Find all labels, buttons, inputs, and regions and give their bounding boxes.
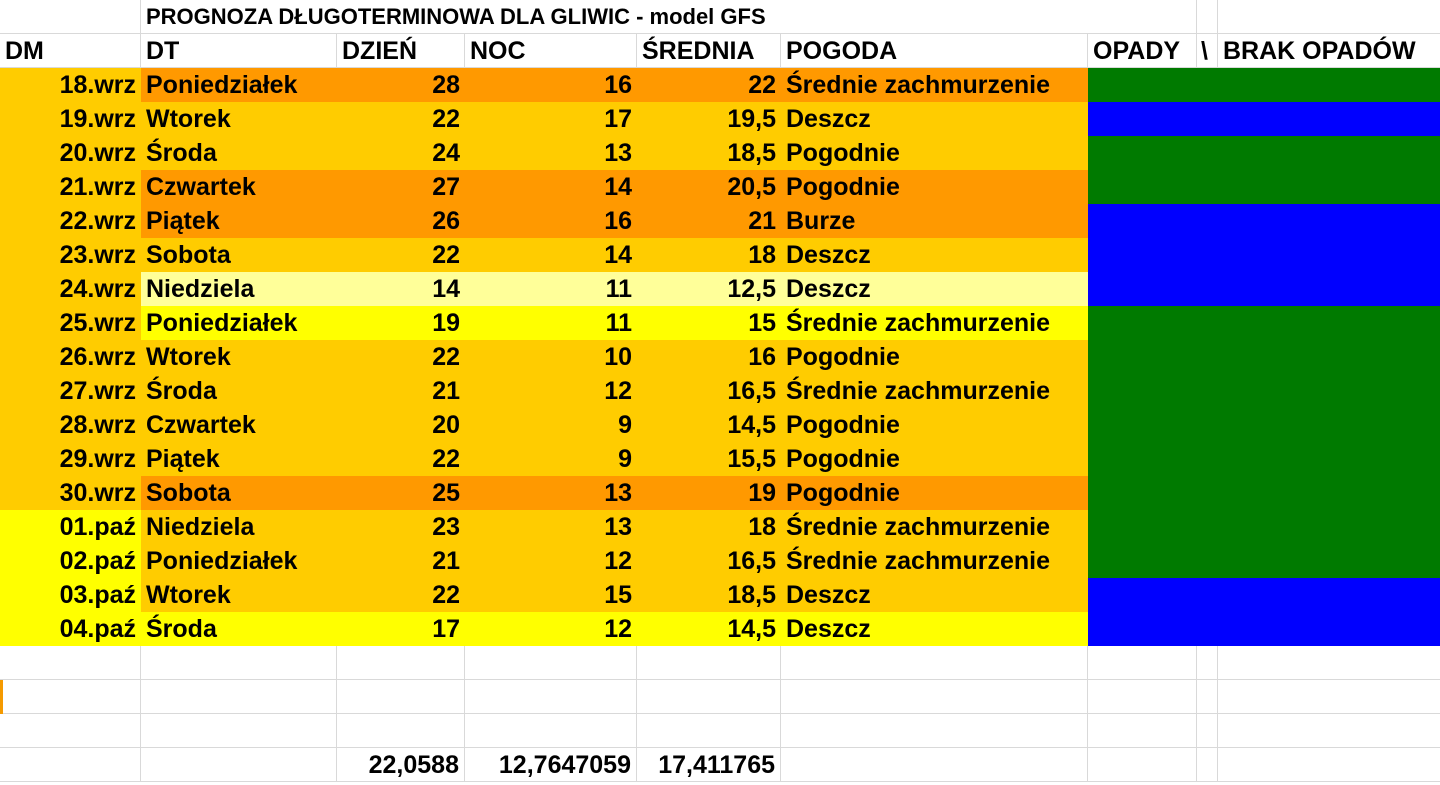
precip-indicator-no-rain[interactable] <box>1088 510 1440 544</box>
cell-day[interactable]: Niedziela <box>141 510 337 544</box>
cell-empty[interactable] <box>781 646 1088 680</box>
cell-pogoda[interactable]: Średnie zachmurzenie <box>781 374 1088 408</box>
cell-srednia[interactable]: 15,5 <box>637 442 781 476</box>
cell-empty[interactable] <box>637 714 781 748</box>
cell-day[interactable]: Piątek <box>141 204 337 238</box>
cell-srednia[interactable]: 16,5 <box>637 374 781 408</box>
cell-date[interactable]: 02.paź <box>0 544 141 578</box>
table-row <box>0 272 1440 306</box>
cell-fill-marker <box>0 680 3 714</box>
header-dm[interactable]: DM <box>0 34 141 68</box>
cell-day[interactable]: Sobota <box>141 238 337 272</box>
empty-row <box>0 646 1440 680</box>
cell-noc[interactable]: 14 <box>465 170 637 204</box>
cell-dzien[interactable]: 22 <box>337 442 465 476</box>
table-row <box>0 408 1440 442</box>
cell-empty[interactable] <box>1088 0 1197 34</box>
table-row <box>0 544 1440 578</box>
cell-pogoda[interactable]: Pogodnie <box>781 340 1088 374</box>
cell-pogoda[interactable]: Pogodnie <box>781 170 1088 204</box>
cell-srednia[interactable]: 22 <box>637 68 781 102</box>
cell-empty[interactable] <box>141 680 337 714</box>
precip-indicator-rain[interactable] <box>1088 238 1440 272</box>
cell-pogoda[interactable]: Średnie zachmurzenie <box>781 510 1088 544</box>
cell-day[interactable]: Wtorek <box>141 102 337 136</box>
empty-row <box>0 714 1440 748</box>
precip-indicator-no-rain[interactable] <box>1088 408 1440 442</box>
header-noc[interactable]: NOC <box>465 34 637 68</box>
cell-day[interactable]: Sobota <box>141 476 337 510</box>
cell-empty[interactable] <box>0 748 141 782</box>
table-row <box>0 68 1440 102</box>
cell-day[interactable]: Poniedziałek <box>141 306 337 340</box>
table-row <box>0 374 1440 408</box>
cell-noc[interactable]: 14 <box>465 238 637 272</box>
precip-indicator-no-rain[interactable] <box>1088 340 1440 374</box>
cell-empty[interactable] <box>337 680 465 714</box>
cell-dzien[interactable]: 27 <box>337 170 465 204</box>
cell-pogoda[interactable]: Deszcz <box>781 272 1088 306</box>
cell-empty[interactable] <box>141 714 337 748</box>
cell-pogoda[interactable]: Pogodnie <box>781 476 1088 510</box>
table-row <box>0 136 1440 170</box>
cell-noc[interactable]: 9 <box>465 442 637 476</box>
cell-srednia[interactable]: 16,5 <box>637 544 781 578</box>
cell-noc[interactable]: 13 <box>465 510 637 544</box>
cell-noc[interactable]: 9 <box>465 408 637 442</box>
cell-pogoda[interactable]: Pogodnie <box>781 442 1088 476</box>
cell-pogoda[interactable]: Deszcz <box>781 578 1088 612</box>
cell-empty[interactable] <box>0 680 141 714</box>
header-row <box>0 34 1440 68</box>
cell-dzien[interactable]: 22 <box>337 102 465 136</box>
precip-indicator-no-rain[interactable] <box>1088 442 1440 476</box>
cell-empty[interactable] <box>1197 646 1218 680</box>
cell-srednia[interactable]: 21 <box>637 204 781 238</box>
precip-indicator-no-rain[interactable] <box>1088 170 1440 204</box>
cell-dzien[interactable]: 24 <box>337 136 465 170</box>
precip-indicator-no-rain[interactable] <box>1088 306 1440 340</box>
cell-noc[interactable]: 15 <box>465 578 637 612</box>
cell-date[interactable]: 23.wrz <box>0 238 141 272</box>
cell-empty[interactable] <box>337 714 465 748</box>
cell-date[interactable]: 22.wrz <box>0 204 141 238</box>
cell-date[interactable]: 27.wrz <box>0 374 141 408</box>
cell-empty[interactable] <box>781 748 1088 782</box>
cell-day[interactable]: Czwartek <box>141 408 337 442</box>
table-row <box>0 170 1440 204</box>
cell-pogoda[interactable]: Burze <box>781 204 1088 238</box>
cell-pogoda[interactable]: Średnie zachmurzenie <box>781 306 1088 340</box>
cell-dzien[interactable]: 26 <box>337 204 465 238</box>
cell-dzien[interactable]: 22 <box>337 578 465 612</box>
avg-noc[interactable]: 12,7647059 <box>465 748 637 782</box>
title-row <box>0 0 1440 34</box>
cell-pogoda[interactable]: Pogodnie <box>781 136 1088 170</box>
cell-empty[interactable] <box>1197 748 1218 782</box>
cell-srednia[interactable]: 14,5 <box>637 408 781 442</box>
cell-date[interactable]: 20.wrz <box>0 136 141 170</box>
cell-noc[interactable]: 12 <box>465 612 637 646</box>
cell-empty[interactable] <box>0 714 141 748</box>
precip-indicator-no-rain[interactable] <box>1088 544 1440 578</box>
table-row <box>0 204 1440 238</box>
cell-date[interactable]: 30.wrz <box>0 476 141 510</box>
table-row <box>0 340 1440 374</box>
cell-empty[interactable] <box>0 0 141 34</box>
cell-empty[interactable] <box>465 714 637 748</box>
cell-noc[interactable]: 16 <box>465 68 637 102</box>
cell-dzien[interactable]: 21 <box>337 374 465 408</box>
cell-dzien[interactable]: 19 <box>337 306 465 340</box>
cell-pogoda[interactable]: Średnie zachmurzenie <box>781 544 1088 578</box>
cell-noc[interactable]: 16 <box>465 204 637 238</box>
cell-day[interactable]: Czwartek <box>141 170 337 204</box>
cell-date[interactable]: 18.wrz <box>0 68 141 102</box>
cell-day[interactable]: Piątek <box>141 442 337 476</box>
cell-noc[interactable]: 12 <box>465 374 637 408</box>
table-row <box>0 612 1440 646</box>
cell-empty[interactable] <box>141 646 337 680</box>
cell-date[interactable]: 01.paź <box>0 510 141 544</box>
cell-pogoda[interactable]: Deszcz <box>781 238 1088 272</box>
avg-srednia[interactable]: 17,411765 <box>637 748 781 782</box>
cell-srednia[interactable]: 18 <box>637 238 781 272</box>
cell-dzien[interactable]: 25 <box>337 476 465 510</box>
cell-day[interactable]: Poniedziałek <box>141 544 337 578</box>
cell-date[interactable]: 21.wrz <box>0 170 141 204</box>
cell-srednia[interactable]: 19,5 <box>637 102 781 136</box>
cell-dzien[interactable]: 22 <box>337 238 465 272</box>
avg-dzien[interactable]: 22,0588 <box>337 748 465 782</box>
precip-indicator-rain[interactable] <box>1088 102 1440 136</box>
cell-day[interactable]: Wtorek <box>141 340 337 374</box>
precip-indicator-rain[interactable] <box>1088 578 1440 612</box>
cell-date[interactable]: 28.wrz <box>0 408 141 442</box>
cell-empty[interactable] <box>141 748 337 782</box>
cell-date[interactable]: 03.paź <box>0 578 141 612</box>
cell-day[interactable]: Niedziela <box>141 272 337 306</box>
cell-empty[interactable] <box>465 646 637 680</box>
cell-noc[interactable]: 17 <box>465 102 637 136</box>
cell-date[interactable]: 25.wrz <box>0 306 141 340</box>
cell-empty[interactable] <box>1088 680 1197 714</box>
averages-row <box>0 748 1440 782</box>
cell-empty[interactable] <box>0 646 141 680</box>
cell-noc[interactable]: 10 <box>465 340 637 374</box>
cell-day[interactable]: Środa <box>141 136 337 170</box>
cell-srednia[interactable]: 18,5 <box>637 578 781 612</box>
cell-empty[interactable] <box>337 646 465 680</box>
precip-indicator-no-rain[interactable] <box>1088 68 1440 102</box>
precip-indicator-rain[interactable] <box>1088 612 1440 646</box>
cell-empty[interactable] <box>465 680 637 714</box>
cell-empty[interactable] <box>1197 680 1218 714</box>
cell-noc[interactable]: 12 <box>465 544 637 578</box>
precip-indicator-rain[interactable] <box>1088 204 1440 238</box>
cell-day[interactable]: Poniedziałek <box>141 68 337 102</box>
cell-date[interactable]: 29.wrz <box>0 442 141 476</box>
cell-date[interactable]: 26.wrz <box>0 340 141 374</box>
cell-dzien[interactable]: 23 <box>337 510 465 544</box>
cell-srednia[interactable]: 19 <box>637 476 781 510</box>
cell-srednia[interactable]: 15 <box>637 306 781 340</box>
cell-date[interactable]: 04.paź <box>0 612 141 646</box>
table-row <box>0 102 1440 136</box>
cell-srednia[interactable]: 18 <box>637 510 781 544</box>
precip-indicator-no-rain[interactable] <box>1088 476 1440 510</box>
cell-empty[interactable] <box>1197 0 1218 34</box>
cell-empty[interactable] <box>637 646 781 680</box>
header-dt[interactable]: DT <box>141 34 337 68</box>
cell-dzien[interactable]: 20 <box>337 408 465 442</box>
table-row <box>0 510 1440 544</box>
cell-date[interactable]: 19.wrz <box>0 102 141 136</box>
cell-srednia[interactable]: 18,5 <box>637 136 781 170</box>
precip-indicator-no-rain[interactable] <box>1088 136 1440 170</box>
cell-pogoda[interactable]: Pogodnie <box>781 408 1088 442</box>
cell-srednia[interactable]: 16 <box>637 340 781 374</box>
cell-pogoda[interactable]: Średnie zachmurzenie <box>781 68 1088 102</box>
cell-empty[interactable] <box>1088 646 1197 680</box>
cell-empty[interactable] <box>1218 680 1440 714</box>
cell-dzien[interactable]: 17 <box>337 612 465 646</box>
header-separator[interactable]: \ <box>1197 34 1218 68</box>
sheet-title[interactable]: PROGNOZA DŁUGOTERMINOWA DLA GLIWIC - model GFS <box>141 0 1088 34</box>
cell-dzien[interactable]: 22 <box>337 340 465 374</box>
cell-day[interactable]: Środa <box>141 612 337 646</box>
table-row <box>0 306 1440 340</box>
cell-pogoda[interactable]: Deszcz <box>781 612 1088 646</box>
cell-noc[interactable]: 13 <box>465 476 637 510</box>
cell-srednia[interactable]: 20,5 <box>637 170 781 204</box>
table-row <box>0 442 1440 476</box>
precip-indicator-rain[interactable] <box>1088 272 1440 306</box>
cell-empty[interactable] <box>1197 714 1218 748</box>
cell-day[interactable]: Wtorek <box>141 578 337 612</box>
table-row <box>0 238 1440 272</box>
cell-empty[interactable] <box>1218 714 1440 748</box>
cell-noc[interactable]: 13 <box>465 136 637 170</box>
table-row <box>0 476 1440 510</box>
cell-pogoda[interactable]: Deszcz <box>781 102 1088 136</box>
header-opady[interactable]: OPADY <box>1088 34 1197 68</box>
header-dzien[interactable]: DZIEŃ <box>337 34 465 68</box>
empty-row <box>0 680 1440 714</box>
cell-empty[interactable] <box>781 680 1088 714</box>
header-pogoda[interactable]: POGODA <box>781 34 1088 68</box>
cell-dzien[interactable]: 21 <box>337 544 465 578</box>
cell-noc[interactable]: 11 <box>465 272 637 306</box>
cell-empty[interactable] <box>1088 714 1197 748</box>
cell-empty[interactable] <box>1088 748 1197 782</box>
precip-indicator-no-rain[interactable] <box>1088 374 1440 408</box>
cell-noc[interactable]: 11 <box>465 306 637 340</box>
cell-empty[interactable] <box>1218 748 1440 782</box>
cell-srednia[interactable]: 14,5 <box>637 612 781 646</box>
cell-date[interactable]: 24.wrz <box>0 272 141 306</box>
header-brak-opadow[interactable]: BRAK OPADÓW <box>1218 34 1440 68</box>
header-srednia[interactable]: ŚREDNIA <box>637 34 781 68</box>
table-row <box>0 578 1440 612</box>
cell-day[interactable]: Środa <box>141 374 337 408</box>
cell-empty[interactable] <box>1218 0 1440 34</box>
cell-empty[interactable] <box>637 680 781 714</box>
cell-dzien[interactable]: 28 <box>337 68 465 102</box>
cell-srednia[interactable]: 12,5 <box>637 272 781 306</box>
cell-empty[interactable] <box>781 714 1088 748</box>
cell-dzien[interactable]: 14 <box>337 272 465 306</box>
cell-empty[interactable] <box>1218 646 1440 680</box>
